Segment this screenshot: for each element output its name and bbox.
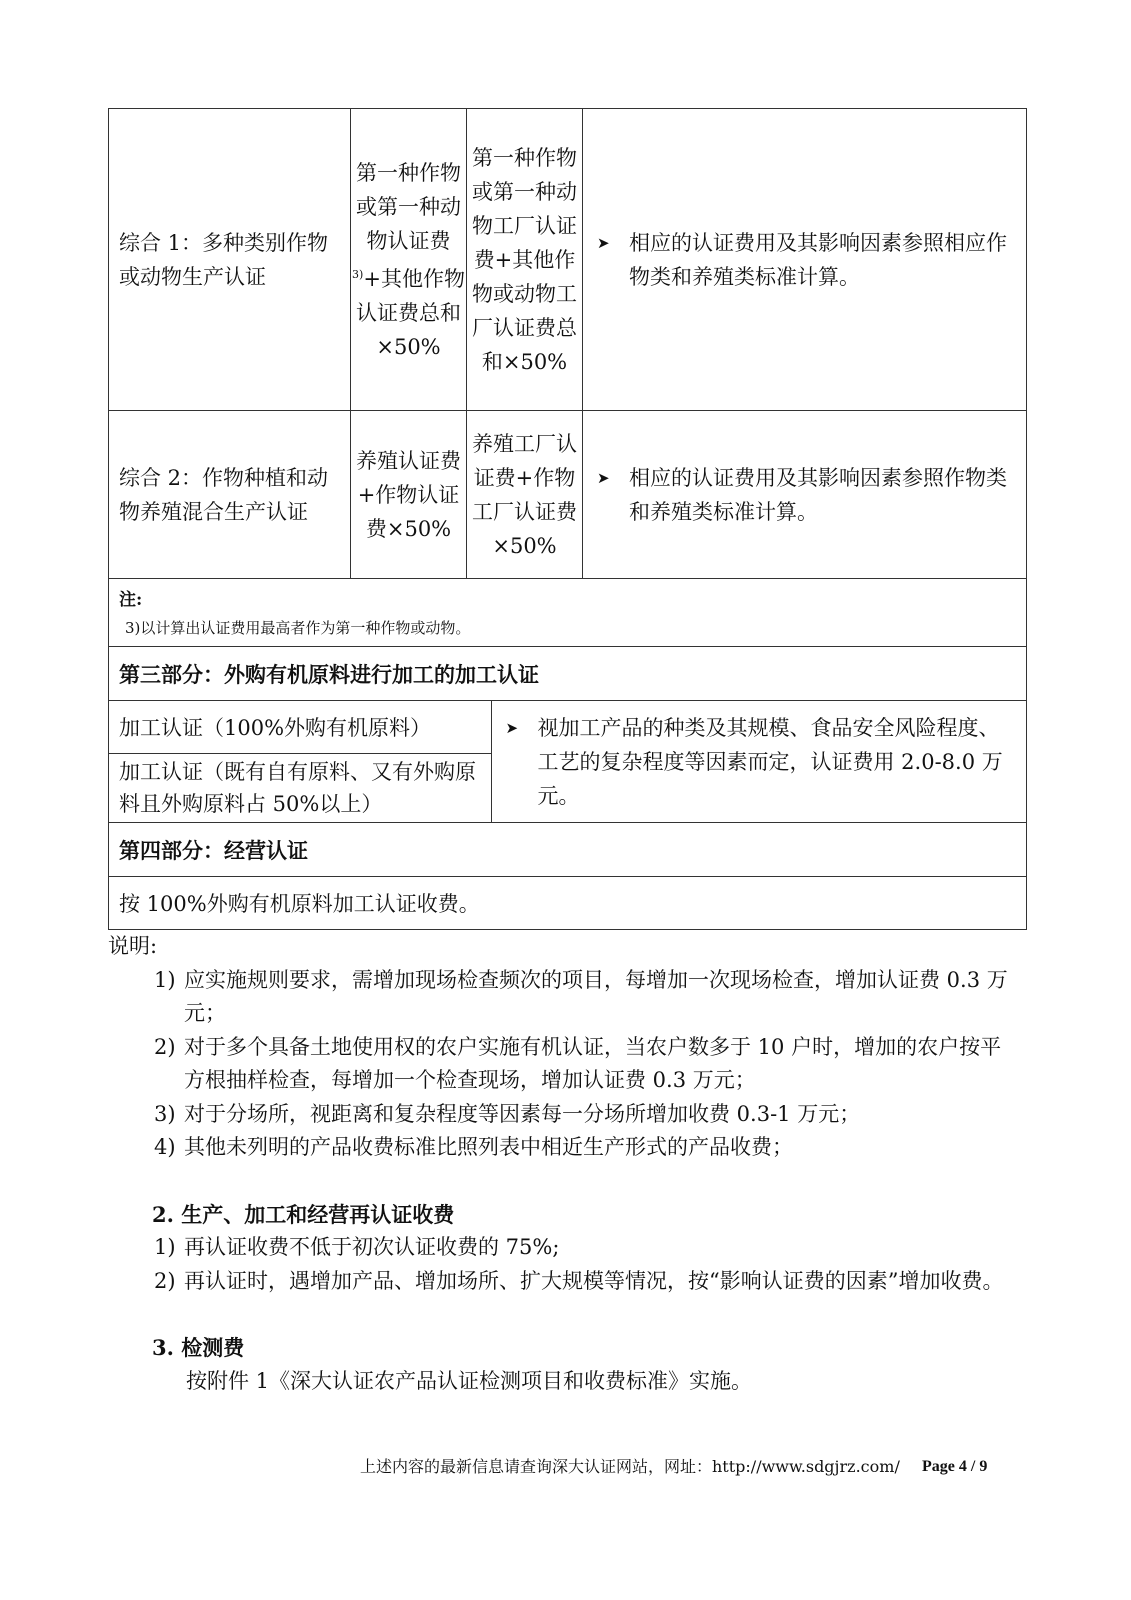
item-text: 对于分场所，视距离和复杂程度等因素每一分场所增加收费 0.3-1 万元； bbox=[184, 1101, 861, 1126]
item-text: 应实施规则要求，需增加现场检查频次的项目，每增加一次现场检查，增加认证费 0.3 万元； bbox=[184, 967, 1008, 1025]
table-row-comprehensive-2 bbox=[109, 411, 1027, 579]
part4-text: 按 100%外购有机原料加工认证收费。 bbox=[109, 877, 1027, 930]
item-number: 2) bbox=[154, 1268, 176, 1293]
table-row-note bbox=[109, 579, 1027, 647]
item-number: 1) bbox=[154, 967, 176, 992]
footnote-ref: 3) bbox=[352, 267, 364, 281]
list-item bbox=[146, 1031, 1008, 1098]
table-row-part4-header bbox=[109, 823, 1027, 877]
part3-inner-table bbox=[109, 701, 1026, 822]
page-number: Page 4 / 9 bbox=[922, 1458, 988, 1475]
table-row-part4 bbox=[109, 877, 1027, 930]
production-fee-text: 第一种作物或第一种动物认证费 bbox=[356, 160, 461, 253]
part3-description-cell bbox=[491, 701, 1026, 822]
processing-item-1: 加工认证（100%外购有机原料） bbox=[109, 701, 491, 753]
production-fee-cell bbox=[351, 109, 467, 411]
list-item bbox=[146, 1265, 1008, 1299]
section-2-list bbox=[108, 1231, 1008, 1298]
description-text: 视加工产品的种类及其规模、食品安全风险程度、工艺的复杂程度等因素而定，认证费用 2.0-8.0 万元。 bbox=[537, 716, 1003, 808]
description-text: 相应的认证费用及其影响因素参照相应作物类和养殖类标准计算。 bbox=[629, 230, 1007, 289]
item-number: 3) bbox=[154, 1101, 176, 1126]
item-number: 1) bbox=[154, 1235, 176, 1259]
table-row-part3 bbox=[109, 701, 1027, 823]
part3-cell bbox=[109, 701, 1027, 823]
explanation-list bbox=[108, 964, 1008, 1165]
note-cell bbox=[109, 579, 1027, 647]
table-row-comprehensive-1 bbox=[109, 109, 1027, 411]
arrowhead-bullet-icon: ➤ bbox=[597, 468, 610, 487]
factory-fee-cell: 养殖工厂认证费+作物工厂认证费×50% bbox=[467, 411, 583, 579]
item-text: 再认证时，遇增加产品、增加场所、扩大规模等情况，按“影响认证费的因素”增加收费。 bbox=[184, 1268, 1004, 1293]
note-item: 3)以计算出认证费用最高者作为第一种作物或动物。 bbox=[125, 619, 471, 637]
table-row-part3-header bbox=[109, 647, 1027, 701]
footer-text: 上述内容的最新信息请查询深大认证网站，网址：http://www.sdgjrz.com/ bbox=[360, 1457, 900, 1476]
list-item bbox=[146, 1231, 1008, 1265]
section-3-text: 按附件 1《深大认证农产品认证检测项目和收费标准》实施。 bbox=[186, 1368, 753, 1393]
item-text: 再认证收费不低于初次认证收费的 75%; bbox=[184, 1235, 560, 1259]
explanation-heading: 说明: bbox=[108, 934, 158, 958]
production-fee-text-rest: +其他作物认证费总和×50% bbox=[356, 266, 465, 359]
page-footer bbox=[360, 1456, 1010, 1478]
arrowhead-bullet-icon: ➤ bbox=[597, 233, 610, 252]
processing-item-2: 加工认证（既有自有原料、又有外购原料且外购原料占 50%以上） bbox=[109, 753, 491, 822]
factory-fee-cell: 第一种作物或第一种动物工厂认证费+其他作物或动物工厂认证费总和×50% bbox=[467, 109, 583, 411]
list-item bbox=[146, 964, 1008, 1031]
item-text: 其他未列明的产品收费标准比照列表中相近生产形式的产品收费； bbox=[184, 1135, 793, 1159]
list-item bbox=[146, 1098, 1008, 1132]
list-item bbox=[146, 1131, 1008, 1165]
arrowhead-bullet-icon: ➤ bbox=[505, 719, 519, 737]
part3-title: 第三部分：外购有机原料进行加工的加工认证 bbox=[109, 647, 1027, 701]
row-name: 综合 2：作物种植和动物养殖混合生产认证 bbox=[109, 411, 351, 579]
item-text: 对于多个具备土地使用权的农户实施有机认证，当农户数多于 10 户时，增加的农户按平方根抽样检查，每增加一个检查现场，增加认证费 0.3 万元； bbox=[184, 1034, 1002, 1092]
description-text: 相应的认证费用及其影响因素参照作物类和养殖类标准计算。 bbox=[629, 465, 1007, 524]
description-cell bbox=[583, 109, 1027, 411]
item-number: 4) bbox=[154, 1135, 176, 1159]
section-3-title: 3. 检测费 bbox=[152, 1335, 245, 1360]
production-fee-cell: 养殖认证费+作物认证费×50% bbox=[351, 411, 467, 579]
item-number: 2) bbox=[154, 1034, 176, 1059]
note-title: 注: bbox=[119, 590, 143, 610]
explanation-block bbox=[108, 930, 1008, 1398]
part4-title: 第四部分：经营认证 bbox=[109, 823, 1027, 877]
section-2-title: 2. 生产、加工和经营再认证收费 bbox=[152, 1201, 455, 1227]
description-cell bbox=[583, 411, 1027, 579]
fee-table bbox=[108, 108, 1027, 930]
row-name: 综合 1：多种类别作物或动物生产认证 bbox=[109, 109, 351, 411]
